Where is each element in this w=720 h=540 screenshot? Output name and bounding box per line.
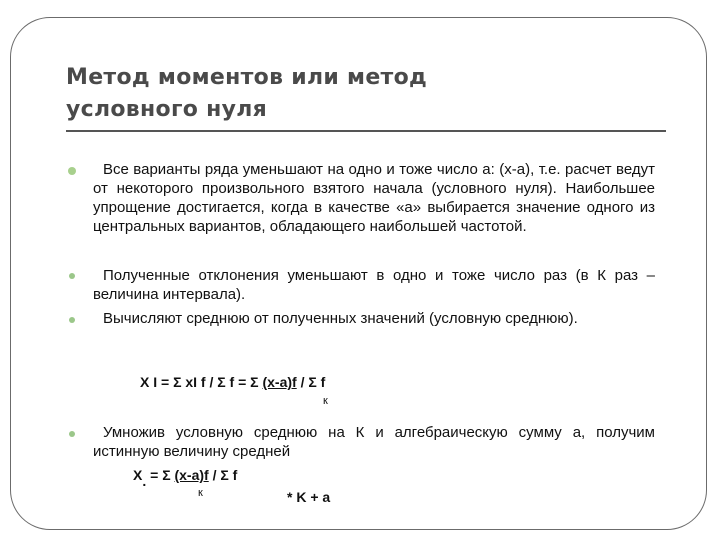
title-line-2: условного нуля bbox=[66, 97, 268, 122]
formula-conditional-mean: X I = Σ xI f / Σ f = Σ (x-a)f / Σ f bbox=[140, 374, 326, 390]
formula-true-mean: X. = Σ (x-a)f / Σ f bbox=[133, 467, 238, 489]
formula-1-subscript: к bbox=[323, 395, 328, 407]
formula-2-tail: * K + a bbox=[287, 489, 331, 505]
bullet-text-1: Все варианты ряда уменьшают на одно и тоже число а: (х-а), т.е. расчет ведут от некоторого произвольного взятого начала (условного нуля). Наибольшее упрощение достигается, когда в качестве «а» выбирается значение одного из центральных вариантов, обладающего наибольшей частотой. bbox=[93, 161, 655, 235]
title-line-1: Метод моментов или метод bbox=[66, 65, 428, 90]
title-underline bbox=[66, 130, 666, 132]
bullet-text-2: Полученные отклонения уменьшают в одно и тоже число раз (в К раз – величина интервала). bbox=[93, 267, 655, 303]
bullet-icon bbox=[68, 167, 76, 175]
bullet-text-4: Умножив условную среднюю на К и алгебраическую сумму а, получим истинную величину средней bbox=[93, 424, 655, 460]
slide-title bbox=[66, 62, 666, 126]
formula-2-subscript: к bbox=[198, 487, 203, 499]
bullet-icon bbox=[69, 317, 75, 323]
bullet-icon bbox=[69, 273, 75, 279]
bullet-icon bbox=[69, 431, 75, 437]
bullet-text-3: Вычисляют среднюю от полученных значений (условную среднюю). bbox=[103, 310, 578, 327]
